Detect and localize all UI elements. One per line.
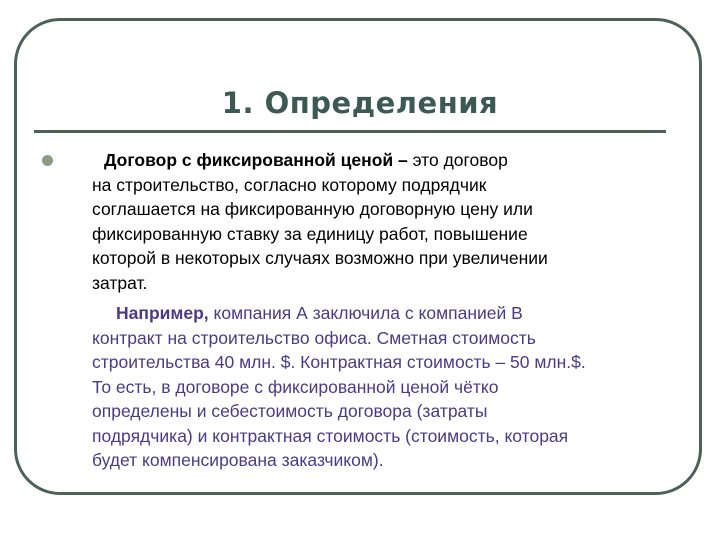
definition-term: Договор с фиксированной ценой – — [104, 150, 413, 170]
example-line-1-rest: компания А заключила с компанией В — [208, 303, 523, 323]
definition-line: на строительство, согласно которому подрядчик — [92, 174, 487, 195]
example-line: контракт на строительство офиса. Сметная стоимость — [92, 327, 536, 348]
example-line: То есть, в договоре с фиксированной ценой чётко — [92, 376, 499, 397]
definition-line: соглашается на фиксированную договорную цену или — [92, 199, 533, 219]
definition-paragraph — [92, 148, 692, 295]
example-line: подрядчика) и контрактная стоимость (стоимость, которая — [92, 425, 569, 446]
definition-line — [104, 148, 692, 173]
bullet-icon — [42, 155, 53, 166]
slide-title: 1. Определения — [221, 86, 499, 120]
example-line — [92, 301, 692, 326]
definition-line: фиксированную ставку за единицу работ, повышение — [92, 223, 528, 244]
definition-line-1-rest: это договор — [412, 150, 508, 170]
example-line: строительства 40 млн. $. Контрактная стоимость – 50 млн.$. — [92, 352, 586, 372]
definition-line: которой в некоторых случаях возможно при увеличении — [92, 248, 548, 268]
example-paragraph — [92, 301, 692, 473]
example-line: будет компенсирована заказчиком). — [92, 450, 384, 470]
example-line: определены и себестоимость договора (затраты — [92, 401, 488, 421]
example-lead: Например, — [116, 303, 209, 323]
definition-line: затрат. — [92, 272, 148, 293]
title-divider — [34, 130, 666, 133]
